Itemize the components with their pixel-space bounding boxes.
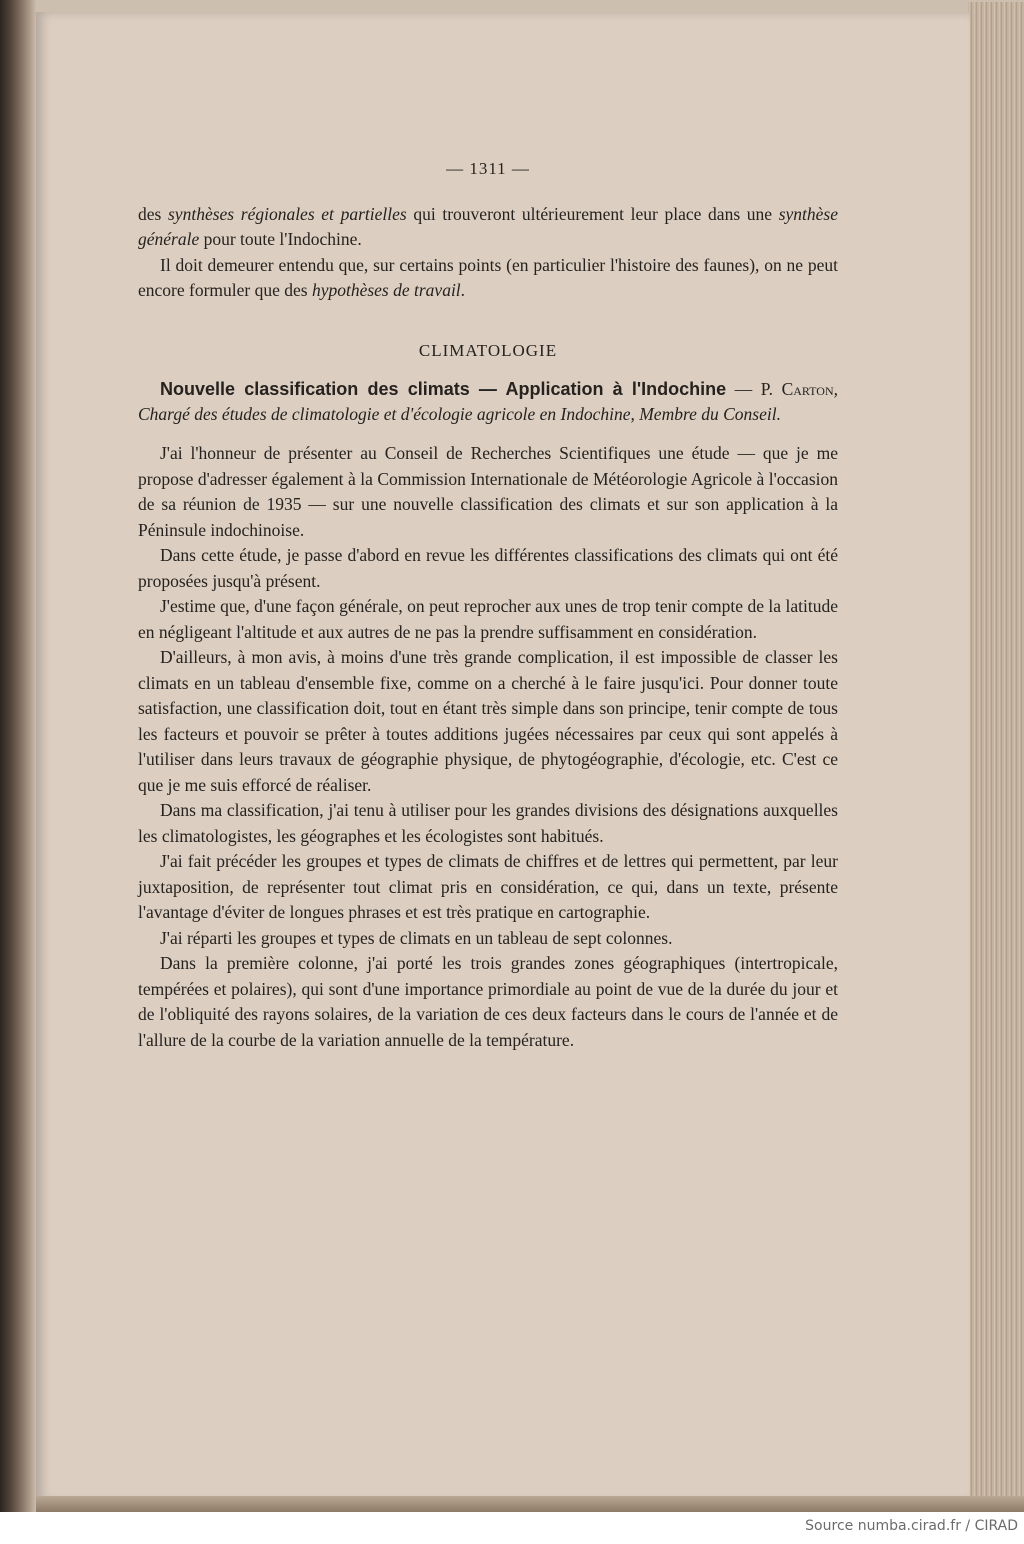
intro-paragraph-1: des synthèses régionales et partielles qui trouveront ultérieurement leur place dans une synthèse générale pour toute l'Indochine. [138, 203, 839, 249]
page-number: — 1311 — [446, 159, 530, 178]
page-stack-edge [968, 2, 1024, 1512]
author-role: , Chargé des études de climatologie et d'écologie agricole en Indochine, Membre du Conseil. [138, 379, 839, 424]
body-paragraph: Dans ma classification, j'ai tenu à utiliser pour les grandes divisions des désignations auxquelles les climatologistes, les géographes et les écologistes sont habitués. [138, 800, 838, 846]
body-paragraph: J'estime que, d'une façon générale, on peut reprocher aux unes de trop tenir compte de la latitude en négligeant l'altitude et aux autres de ne pas la prendre suffisamment en considération. [138, 596, 838, 642]
body-paragraph: Dans la première colonne, j'ai porté les trois grandes zones géographiques (intertropicale, tempérées et polaires), qui sont d'une importance primordiale au point de vue de la durée du jour et de l'obliquité des rayons solaires, de la variation de ces deux facteurs dans le cours de l'année et de l'allure de la courbe de la variation annuelle de la température. [138, 953, 838, 1050]
author-name: Carton [781, 379, 834, 399]
article-heading: Nouvelle classification des climats — Application à l'Indochine — P. Carton, Chargé des études de climatologie et d'écologie agricole en Indochine, Membre du Conseil. [138, 379, 839, 424]
section-title: CLIMATOLOGIE [418, 340, 558, 360]
body-paragraph: J'ai réparti les groupes et types de climats en un tableau de sept colonnes. [160, 927, 673, 948]
intro-paragraph-2: Il doit demeurer entendu que, sur certains points (en particulier l'histoire des faunes), on ne peut encore formuler que des hypothèses de travail. [138, 254, 838, 300]
body-paragraph: J'ai l'honneur de présenter au Conseil de Recherches Scientifiques une étude — que je me propose d'adresser également à la Commission Internationale de Météorologie Agricole à l'occasion de sa réunion de 1935 — sur une nouvelle classification des climats et sur son application à la Péninsule indochinoise. [138, 443, 838, 540]
body-paragraph: Dans cette étude, je passe d'abord en revue les différentes classifications des climats qui ont été proposées jusqu'à présent. [138, 545, 838, 591]
body-paragraph: J'ai fait précéder les groupes et types de climats de chiffres et de lettres qui permettent, par leur juxtaposition, de représenter tout climat pris en considération, ce qui, dans un texte, présente l'avantage d'éviter de longues phrases et est très pratique en cartographie. [138, 851, 838, 922]
body-paragraph: D'ailleurs, à mon avis, à moins d'une très grande complication, il est impossible de classer les climats en un tableau d'ensemble fixe, comme on a cherché à le faire jusqu'ici. Pour donner toute satisfaction, une classification doit, tout en étant très simple dans son principe, tenir compte de tous les facteurs et pouvoir se prêter à toutes additions jugées nécessaires par ceux qui sont appelés à l'utiliser dans leurs travaux de géographie physique, de phytogéographie, d'écologie, etc. C'est ce que je me suis efforcé de réaliser. [138, 647, 838, 795]
book-spine-shadow [0, 0, 36, 1512]
page-stack-bottom [36, 1496, 1024, 1512]
source-credit: Source numba.cirad.fr / CIRAD [805, 1518, 1018, 1534]
page-text [138, 156, 838, 1053]
article-title: Nouvelle classification des climats — Application à l'Indochine [160, 379, 727, 399]
